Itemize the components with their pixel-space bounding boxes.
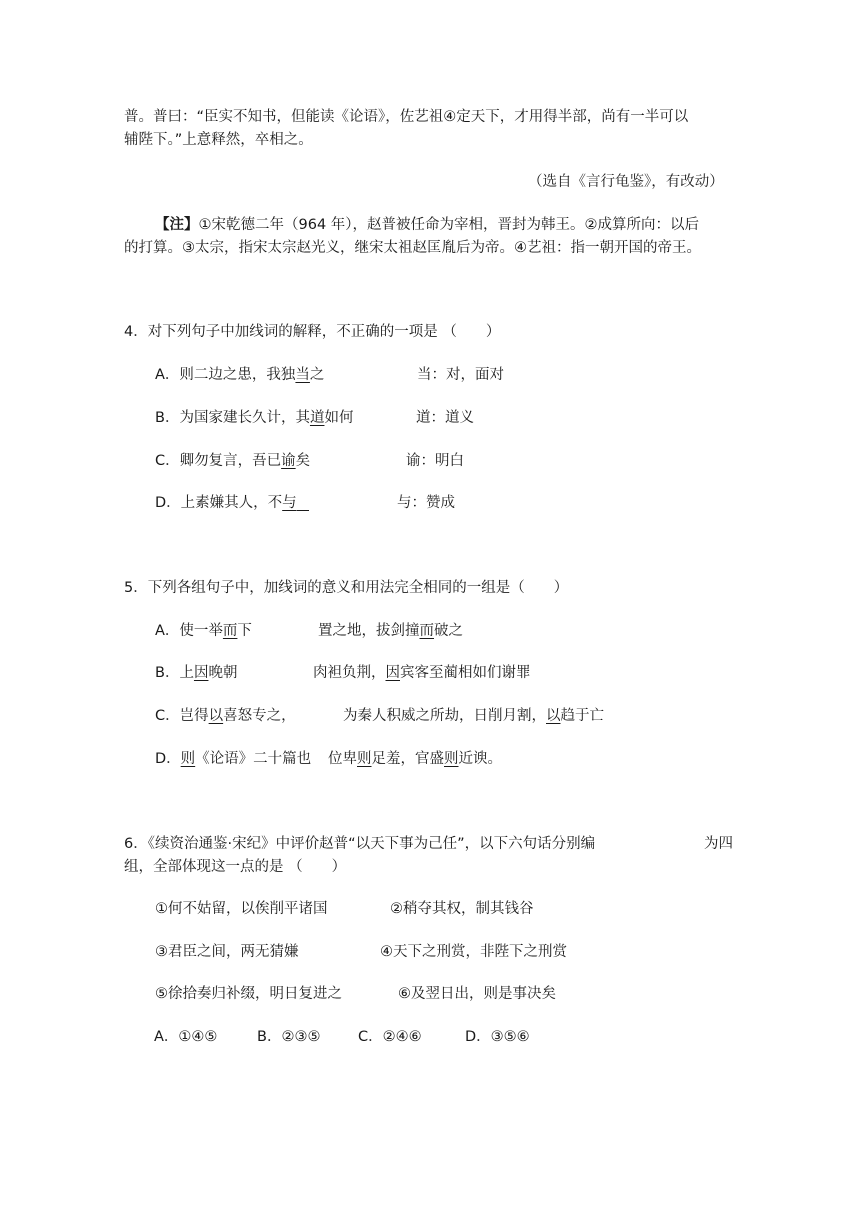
q5-option-d-s2: 位卑则足羞，官盛则近谀。 [328, 751, 502, 767]
q6-option-b: B．②③⑤ [257, 1029, 321, 1045]
underlined-word: 而 [419, 623, 434, 639]
underline-blank [297, 496, 309, 511]
q5-option-c-s1: C．岂得以喜怒专之， [155, 708, 296, 724]
note-label: 【注】 [155, 217, 199, 233]
q6-item-2: ②稍夺其权，制其钱谷 [390, 901, 534, 917]
q5-option-a-s1: A．使一举而下 [155, 623, 252, 639]
q6-stem-line-2: 组，全部体现这一点的是 （ ） [124, 859, 347, 875]
q5-option-b-s2: 肉袒负荆，因宾客至蔺相如们谢罪 [313, 665, 531, 681]
underlined-word: 因 [193, 665, 209, 681]
underlined-word: 以 [208, 708, 224, 724]
q5-option-a-s2: 置之地，拔剑撞而破之 [318, 623, 463, 639]
q5-option-b-s1: B．上因晚朝 [155, 665, 238, 681]
q4-option-b: B．为国家建长久计，其道如何 [155, 410, 354, 426]
q5-option-c-s2: 为秦人积威之所劫，日削月割，以趋于亡 [343, 708, 604, 724]
q5-option-d-s1: D．则《论语》二十篇也 [155, 751, 312, 767]
underlined-word: 因 [385, 665, 400, 681]
q6-stem-line-1: 6．《续资治通鉴·宋纪》中评价赵普“以天下事为己任”，以下六句话分别编 [124, 836, 596, 852]
q6-item-4: ④天下之刑赏，非陛下之刑赏 [380, 944, 567, 960]
underlined-word: 则 [180, 751, 196, 767]
q4-option-a-gloss: 当：对，面对 [417, 367, 504, 383]
underlined-word: 谕 [281, 453, 296, 469]
underlined-word: 道 [309, 410, 325, 426]
q5-stem: 5．下列各组句子中，加线词的意义和用法完全相同的一组是（ ） [124, 580, 569, 596]
passage-line-2: 辅陛下。”上意释然，卒相之。 [124, 132, 313, 148]
q6-option-a: A．①④⑤ [154, 1029, 218, 1045]
q4-option-c: C．卿勿复言，吾已谕矣 [155, 453, 311, 469]
q4-option-d-gloss: 与：赞成 [397, 495, 455, 511]
underlined-word: 与 [282, 495, 297, 511]
underlined-word: 则 [444, 751, 459, 767]
note-line-2: 的打算。③太宗，指宋太宗赵光义，继宋太祖赵匡胤后为帝。④艺祖：指一朝开国的帝王。 [124, 240, 701, 256]
q6-option-c: C．②④⑥ [358, 1029, 422, 1045]
q4-option-b-gloss: 道：道义 [416, 410, 474, 426]
q4-option-d: D．上素嫌其人，不与 [155, 492, 309, 514]
q6-option-d: D．③⑤⑥ [465, 1029, 530, 1045]
underlined-word: 而 [222, 623, 238, 639]
underlined-word: 则 [357, 751, 372, 767]
q4-option-a: A．则二边之患，我独当之 [155, 367, 325, 383]
q4-option-c-gloss: 谕：明白 [406, 453, 464, 469]
underlined-word: 当 [295, 367, 310, 383]
q4-stem: 4．对下列句子中加线词的解释，不正确的一项是 （ ） [124, 324, 501, 340]
passage-line-1: 普。普曰：“臣实不知书，但能读《论语》，佐艺祖④定天下，才用得半部，尚有一半可以 [124, 109, 689, 125]
q6-item-6: ⑥及翌日出，则是事决矣 [398, 986, 556, 1002]
passage-source: （选自《言行龟鉴》，有改动） [528, 174, 724, 190]
note-text-1: ①宋乾德二年（964 年），赵普被任命为宰相，晋封为韩王。②成算所向：以后 [198, 217, 700, 233]
note-line-1 [155, 214, 699, 236]
q6-item-5: ⑤徐拾奏归补缀，明日复进之 [155, 986, 342, 1002]
q6-stem-line-1-end: 为四 [704, 836, 733, 852]
q6-item-1: ①何不姑留，以俟削平诸国 [155, 901, 328, 917]
underlined-word: 以 [546, 708, 561, 724]
q6-item-3: ③君臣之间，两无猜嫌 [155, 944, 299, 960]
